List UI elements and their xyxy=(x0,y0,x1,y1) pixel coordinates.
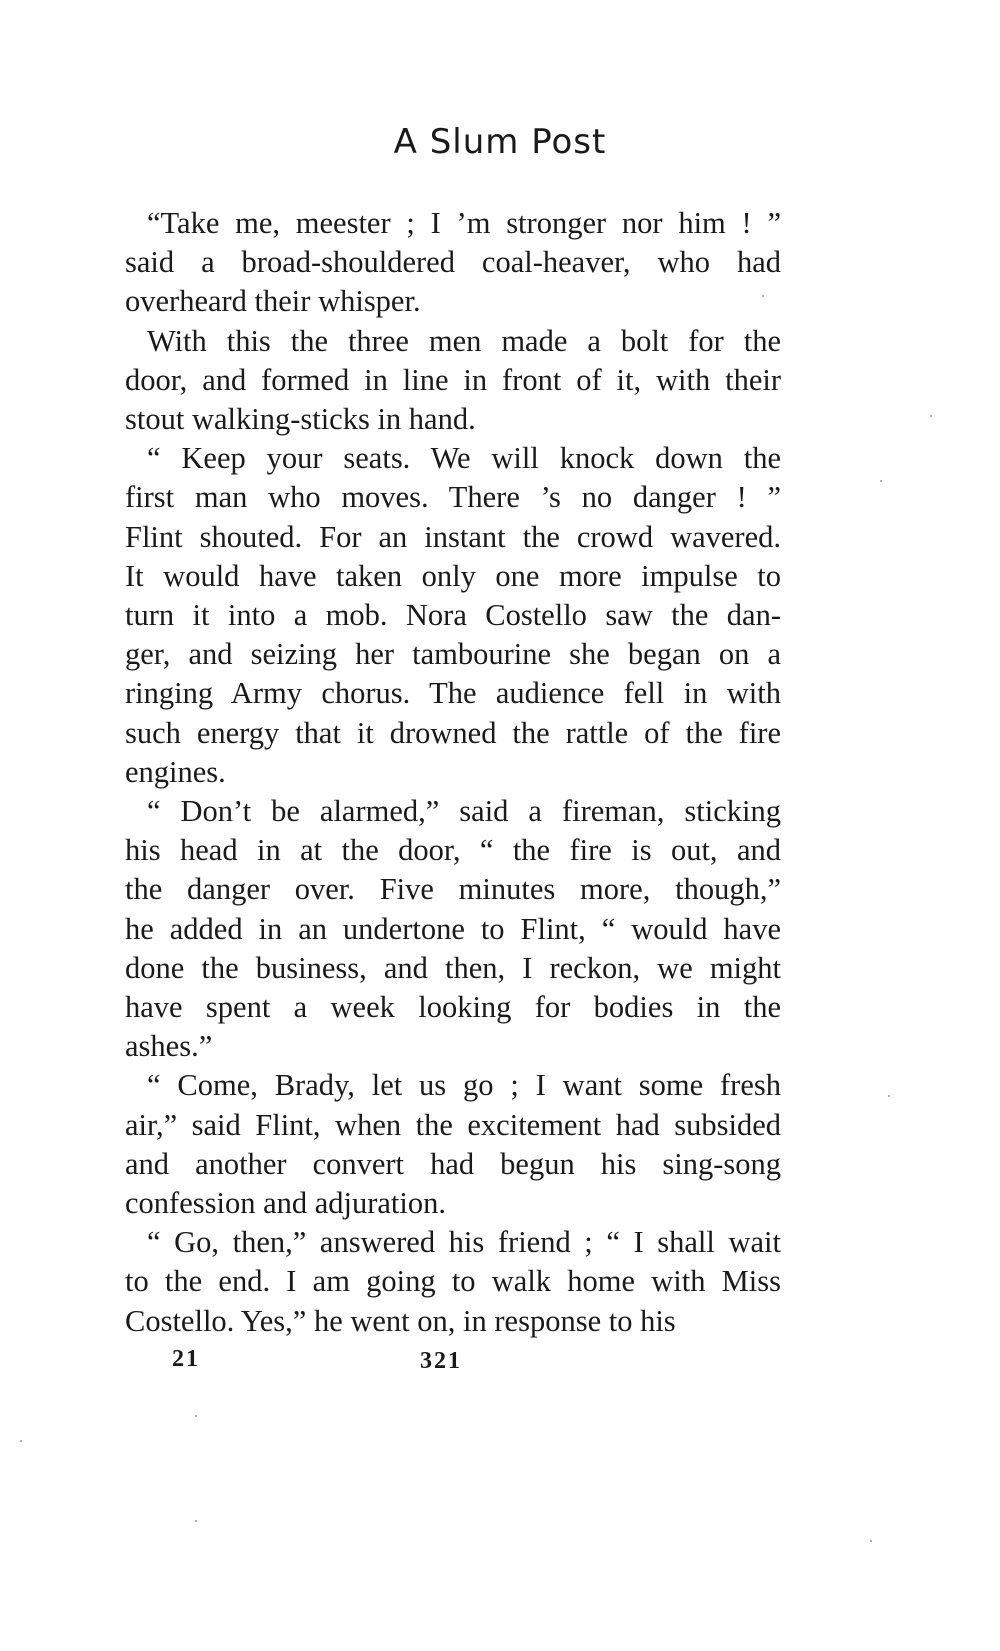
text-line: stout walking-sticks in hand. xyxy=(125,402,476,437)
text-line: such energy that it drowned the rattle of the fire xyxy=(125,715,781,750)
running-head: A Slum Post xyxy=(393,122,607,162)
text-line: confession and adjuration. xyxy=(125,1186,447,1221)
page-footer xyxy=(0,1346,1000,1386)
signature-mark: 21 xyxy=(172,1346,200,1372)
text-line: door, and formed in line in front of it, with their xyxy=(125,362,781,397)
text-line: to the end. I am going to walk home with Miss xyxy=(125,1264,781,1299)
text-line: he added in an undertone to Flint, “ would have xyxy=(125,911,781,946)
paragraph xyxy=(103,439,781,792)
paragraph xyxy=(103,1066,781,1223)
text-line: ashes.” xyxy=(125,1029,213,1064)
paragraph xyxy=(103,204,781,322)
scan-speck xyxy=(20,1440,22,1442)
text-line: “ Don’t be alarmed,” said a fireman, sticking xyxy=(147,794,781,829)
paragraph xyxy=(103,322,781,440)
text-line: air,” said Flint, when the excitement had subsided xyxy=(125,1107,781,1142)
text-line: done the business, and then, I reckon, we might xyxy=(125,950,781,985)
text-line: Costello. Yes,” he went on, in response to his xyxy=(125,1303,676,1338)
text-line: said a broad-shouldered coal-heaver, who had xyxy=(125,245,781,280)
text-line: and another convert had begun his sing-song xyxy=(125,1146,781,1181)
text-line: ringing Army chorus. The audience fell in with xyxy=(125,676,781,711)
scan-speck xyxy=(870,1540,872,1542)
body-text xyxy=(103,204,781,1341)
text-line: Flint shouted. For an instant the crowd wavered. xyxy=(125,519,781,554)
text-line: engines. xyxy=(125,754,226,789)
text-line: ger, and seizing her tambourine she began on a xyxy=(125,637,781,672)
text-line: his head in at the door, “ the fire is out, and xyxy=(125,833,781,868)
text-line: “Take me, meester ; I ’m stronger nor him ! ” xyxy=(147,206,781,240)
scan-speck xyxy=(762,295,764,297)
scan-speck xyxy=(880,480,882,482)
text-line: “ Go, then,” answered his friend ; “ I shall wait xyxy=(147,1225,781,1260)
scan-speck xyxy=(888,1095,890,1097)
text-line: turn it into a mob. Nora Costello saw the dan- xyxy=(125,598,781,633)
text-line: It would have taken only one more impulse to xyxy=(125,558,781,593)
text-line: first man who moves. There ’s no danger ! ” xyxy=(125,480,781,515)
text-line: overheard their whisper. xyxy=(125,284,421,319)
text-line: have spent a week looking for bodies in the xyxy=(125,990,781,1025)
scan-speck xyxy=(930,415,932,417)
text-line: “ Come, Brady, let us go ; I want some fresh xyxy=(147,1068,781,1103)
paragraph xyxy=(103,1223,781,1341)
paragraph xyxy=(103,792,781,1066)
scan-speck xyxy=(195,1520,197,1522)
page-number: 321 xyxy=(420,1348,462,1374)
scan-speck xyxy=(195,1415,197,1417)
text-line: the danger over. Five minutes more, though,” xyxy=(125,872,781,907)
text-line: With this the three men made a bolt for the xyxy=(147,323,781,358)
text-line: “ Keep your seats. We will knock down the xyxy=(147,441,781,476)
